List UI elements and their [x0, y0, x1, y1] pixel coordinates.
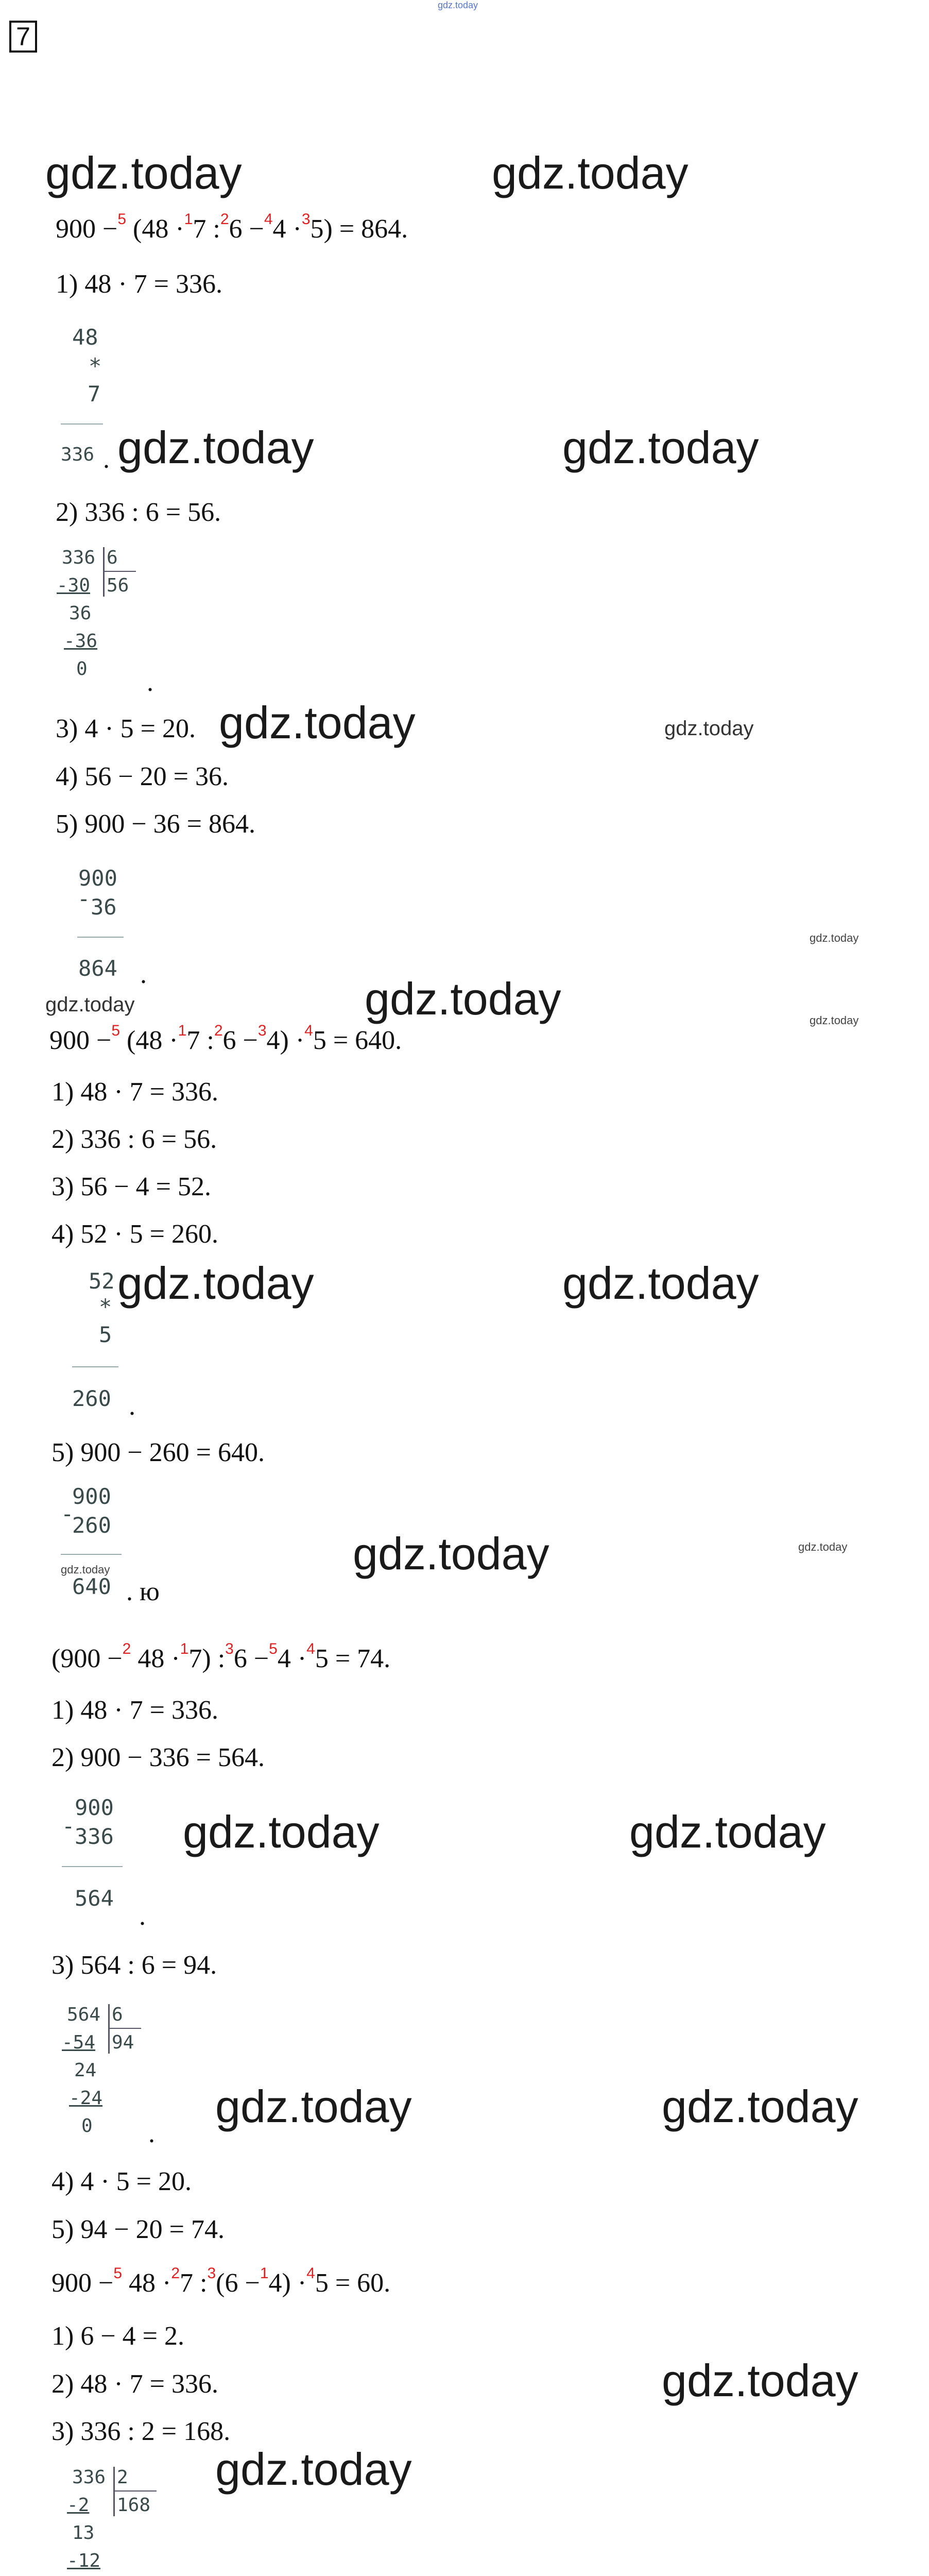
div-line [104, 571, 136, 572]
calc-result: 864 [78, 956, 117, 981]
div-rem: 13 [72, 2522, 95, 2544]
watermark: gdz.today [492, 147, 689, 198]
dot: . [148, 2119, 155, 2148]
div-quotient: 56 [107, 575, 129, 596]
calc-operand: 48 [72, 325, 98, 350]
order-mark: 5 [117, 211, 127, 228]
watermark-top: gdz.today [438, 0, 478, 10]
expr-term: 7 [193, 214, 207, 244]
expr-term: 900 [51, 2268, 92, 2298]
calc-operand: 5 [99, 1322, 112, 1347]
watermark: gdz.today [215, 2081, 412, 2132]
expression-1: 900 −$^5$ (48 ·$^1$7 :$^2$6 −$^4$4 ·$^3$5) = 864. [56, 211, 408, 244]
expr-term: (48 [133, 214, 169, 244]
order-mark: 5 [269, 1640, 278, 1657]
order-mark: 3 [257, 1022, 267, 1039]
step-line: 4) 56 − 20 = 36. [56, 762, 229, 791]
watermark: gdz.today [353, 1528, 549, 1579]
div-bar [103, 547, 105, 597]
step-line: 2) 336 : 6 = 56. [56, 498, 221, 527]
div-sub: -30 [57, 575, 91, 596]
watermark: gdz.today [215, 2444, 412, 2495]
order-mark: 4 [306, 2265, 315, 2282]
div-bar [113, 2467, 115, 2516]
step-line: 2) 900 − 336 = 564. [51, 1743, 265, 1772]
dot: . [103, 445, 110, 474]
watermark-tiny: gdz.today [61, 1563, 110, 1576]
calc-result: 564 [75, 1886, 114, 1911]
div-rem: 0 [81, 2115, 93, 2137]
calc-operator: - [62, 1814, 75, 1839]
dot: . [139, 1902, 146, 1931]
order-mark: 4 [304, 1022, 313, 1039]
order-mark: 2 [171, 2265, 180, 2282]
watermark: gdz.today [117, 422, 314, 473]
step-line: 3) 56 − 4 = 52. [51, 1172, 211, 1201]
order-mark: 3 [225, 1640, 234, 1657]
watermark: gdz.today [562, 422, 759, 473]
watermark-tiny: gdz.today [810, 931, 859, 944]
order-mark: 4 [306, 1640, 315, 1657]
step-line: 5) 900 − 36 = 864. [56, 809, 255, 839]
watermark: gdz.today [117, 1258, 314, 1309]
watermark: gdz.today [45, 147, 242, 198]
order-mark: 2 [220, 211, 229, 228]
watermark: gdz.today [562, 1258, 759, 1309]
expr-term: 900 [49, 1026, 90, 1055]
div-divisor: 6 [107, 547, 118, 568]
expr-term: 900 [56, 214, 96, 244]
watermark: gdz.today [662, 2355, 858, 2406]
order-mark: 3 [207, 2265, 216, 2282]
expr-term: 48 [129, 2268, 156, 2298]
expression-2: 900 −$^5$ (48 ·$^1$7 :$^2$6 −$^3$4) ·$^4$5 = 640. [49, 1022, 402, 1055]
order-mark: 5 [113, 2265, 123, 2282]
step-line: 2) 48 · 7 = 336. [51, 2369, 218, 2399]
expr-result: = 60. [335, 2268, 391, 2298]
expr-term: 7 [180, 2268, 194, 2298]
div-divisor: 6 [112, 2004, 123, 2025]
calc-result: 640 [72, 1574, 111, 1599]
expr-term: 4 [277, 1644, 291, 1673]
expr-term: 4) [268, 2268, 291, 2298]
watermark: gdz.today [629, 1806, 826, 1857]
watermark: gdz.today [219, 697, 416, 748]
watermark: gdz.today [365, 973, 561, 1024]
step-line: 3) 336 : 2 = 168. [51, 2417, 231, 2446]
expr-term: 4 [272, 214, 286, 244]
order-mark: 1 [184, 211, 193, 228]
div-dividend: 336 [72, 2467, 106, 2488]
calc-operand: 52 [89, 1268, 115, 1294]
expr-term: 6 [229, 214, 243, 244]
calc-operator: - [77, 886, 91, 911]
dot: . [129, 1392, 135, 1421]
calc-line [61, 1554, 122, 1555]
calc-line [61, 423, 103, 425]
step-line: 2) 336 : 6 = 56. [51, 1125, 217, 1154]
step-line: 1) 48 · 7 = 336. [51, 1077, 218, 1107]
expr-term: 5 [313, 1026, 326, 1055]
calc-operator: - [61, 1501, 74, 1527]
div-sub: -54 [62, 2032, 96, 2053]
watermark-small: gdz.today [45, 993, 135, 1016]
expr-term: (6 [216, 2268, 238, 2298]
div-sub: -12 [67, 2550, 101, 2571]
step-line: 4) 52 · 5 = 260. [51, 1219, 218, 1249]
calc-operand: 260 [72, 1513, 111, 1538]
calc-line [62, 1866, 123, 1867]
expr-term: 4) [266, 1026, 289, 1055]
watermark: gdz.today [183, 1806, 380, 1857]
calc-operator: * [99, 1294, 112, 1319]
step-line: 1) 6 − 4 = 2. [51, 2321, 184, 2351]
step-line: 5) 900 − 260 = 640. [51, 1438, 265, 1467]
order-mark: 1 [178, 1022, 187, 1039]
calc-operand: 900 [78, 866, 117, 891]
div-sub: -24 [69, 2088, 103, 2109]
expr-term: 7 [186, 1026, 200, 1055]
dot: . [140, 960, 147, 989]
expr-term: 7) [188, 1644, 211, 1673]
order-mark: 5 [111, 1022, 121, 1039]
expr-term: 5 [315, 1644, 329, 1673]
expr-term: 6 [233, 1644, 247, 1673]
div-quotient: 168 [117, 2495, 151, 2516]
calc-operator: * [89, 353, 102, 379]
div-dividend: 564 [67, 2004, 101, 2025]
div-divisor: 2 [117, 2467, 128, 2488]
div-rem: 24 [74, 2060, 97, 2081]
task-number: 7 [9, 21, 37, 53]
calc-operand: 900 [72, 1484, 111, 1509]
watermark: gdz.today [662, 2081, 858, 2132]
expr-term: (900 [51, 1644, 101, 1673]
div-rem: 0 [76, 658, 88, 680]
calc-operand: 336 [75, 1824, 114, 1849]
expr-result: = 640. [333, 1026, 402, 1055]
watermark-tiny: gdz.today [798, 1540, 848, 1553]
div-bar [108, 2004, 110, 2054]
calc-result: 336 [61, 444, 95, 465]
order-mark: 2 [122, 1640, 131, 1657]
step-line: 5) 94 − 20 = 74. [51, 2215, 225, 2244]
watermark-small: gdz.today [664, 717, 754, 740]
expression-4: 900 −$^5$ 48 ·$^2$7 :$^3$(6 −$^1$4) ·$^4$5 = 60. [51, 2265, 391, 2298]
step-line: 3) 4 · 5 = 20. [56, 714, 196, 743]
calc-line [72, 1366, 118, 1367]
order-mark: 4 [264, 211, 273, 228]
calc-operand: 7 [88, 381, 101, 406]
dot: . [147, 668, 153, 697]
div-rem: 36 [69, 603, 92, 624]
order-mark: 1 [180, 1640, 189, 1657]
step-line: 1) 48 · 7 = 336. [51, 1696, 218, 1725]
dot-yu: . ю [126, 1577, 160, 1606]
expr-term: 48 [137, 1644, 165, 1673]
order-mark: 2 [214, 1022, 223, 1039]
expr-term: 5 [315, 2268, 329, 2298]
div-sub: -2 [67, 2495, 90, 2516]
calc-operand: 900 [75, 1795, 114, 1820]
expr-result: = 864. [339, 214, 408, 244]
expr-term: 5) [310, 214, 333, 244]
div-line [109, 2028, 141, 2029]
div-dividend: 336 [62, 547, 96, 568]
expr-term: 6 [222, 1026, 236, 1055]
step-line: 3) 564 : 6 = 94. [51, 1951, 217, 1980]
calc-line [77, 937, 124, 938]
step-line: 4) 4 · 5 = 20. [51, 2167, 192, 2196]
expression-3: (900 −$^2$ 48 ·$^1$7) :$^3$6 −$^5$4 ·$^4$5 = 74. [51, 1640, 391, 1673]
calc-result: 260 [72, 1386, 111, 1411]
calc-operand: 36 [91, 894, 117, 920]
expr-result: = 74. [335, 1644, 391, 1673]
expr-term: (48 [127, 1026, 163, 1055]
order-mark: 1 [260, 2265, 269, 2282]
div-quotient: 94 [112, 2032, 134, 2053]
order-mark: 3 [301, 211, 311, 228]
step-line: 1) 48 · 7 = 336. [56, 269, 222, 299]
div-sub: -36 [64, 631, 98, 652]
div-line [114, 2490, 157, 2492]
watermark-tiny: gdz.today [810, 1014, 859, 1027]
